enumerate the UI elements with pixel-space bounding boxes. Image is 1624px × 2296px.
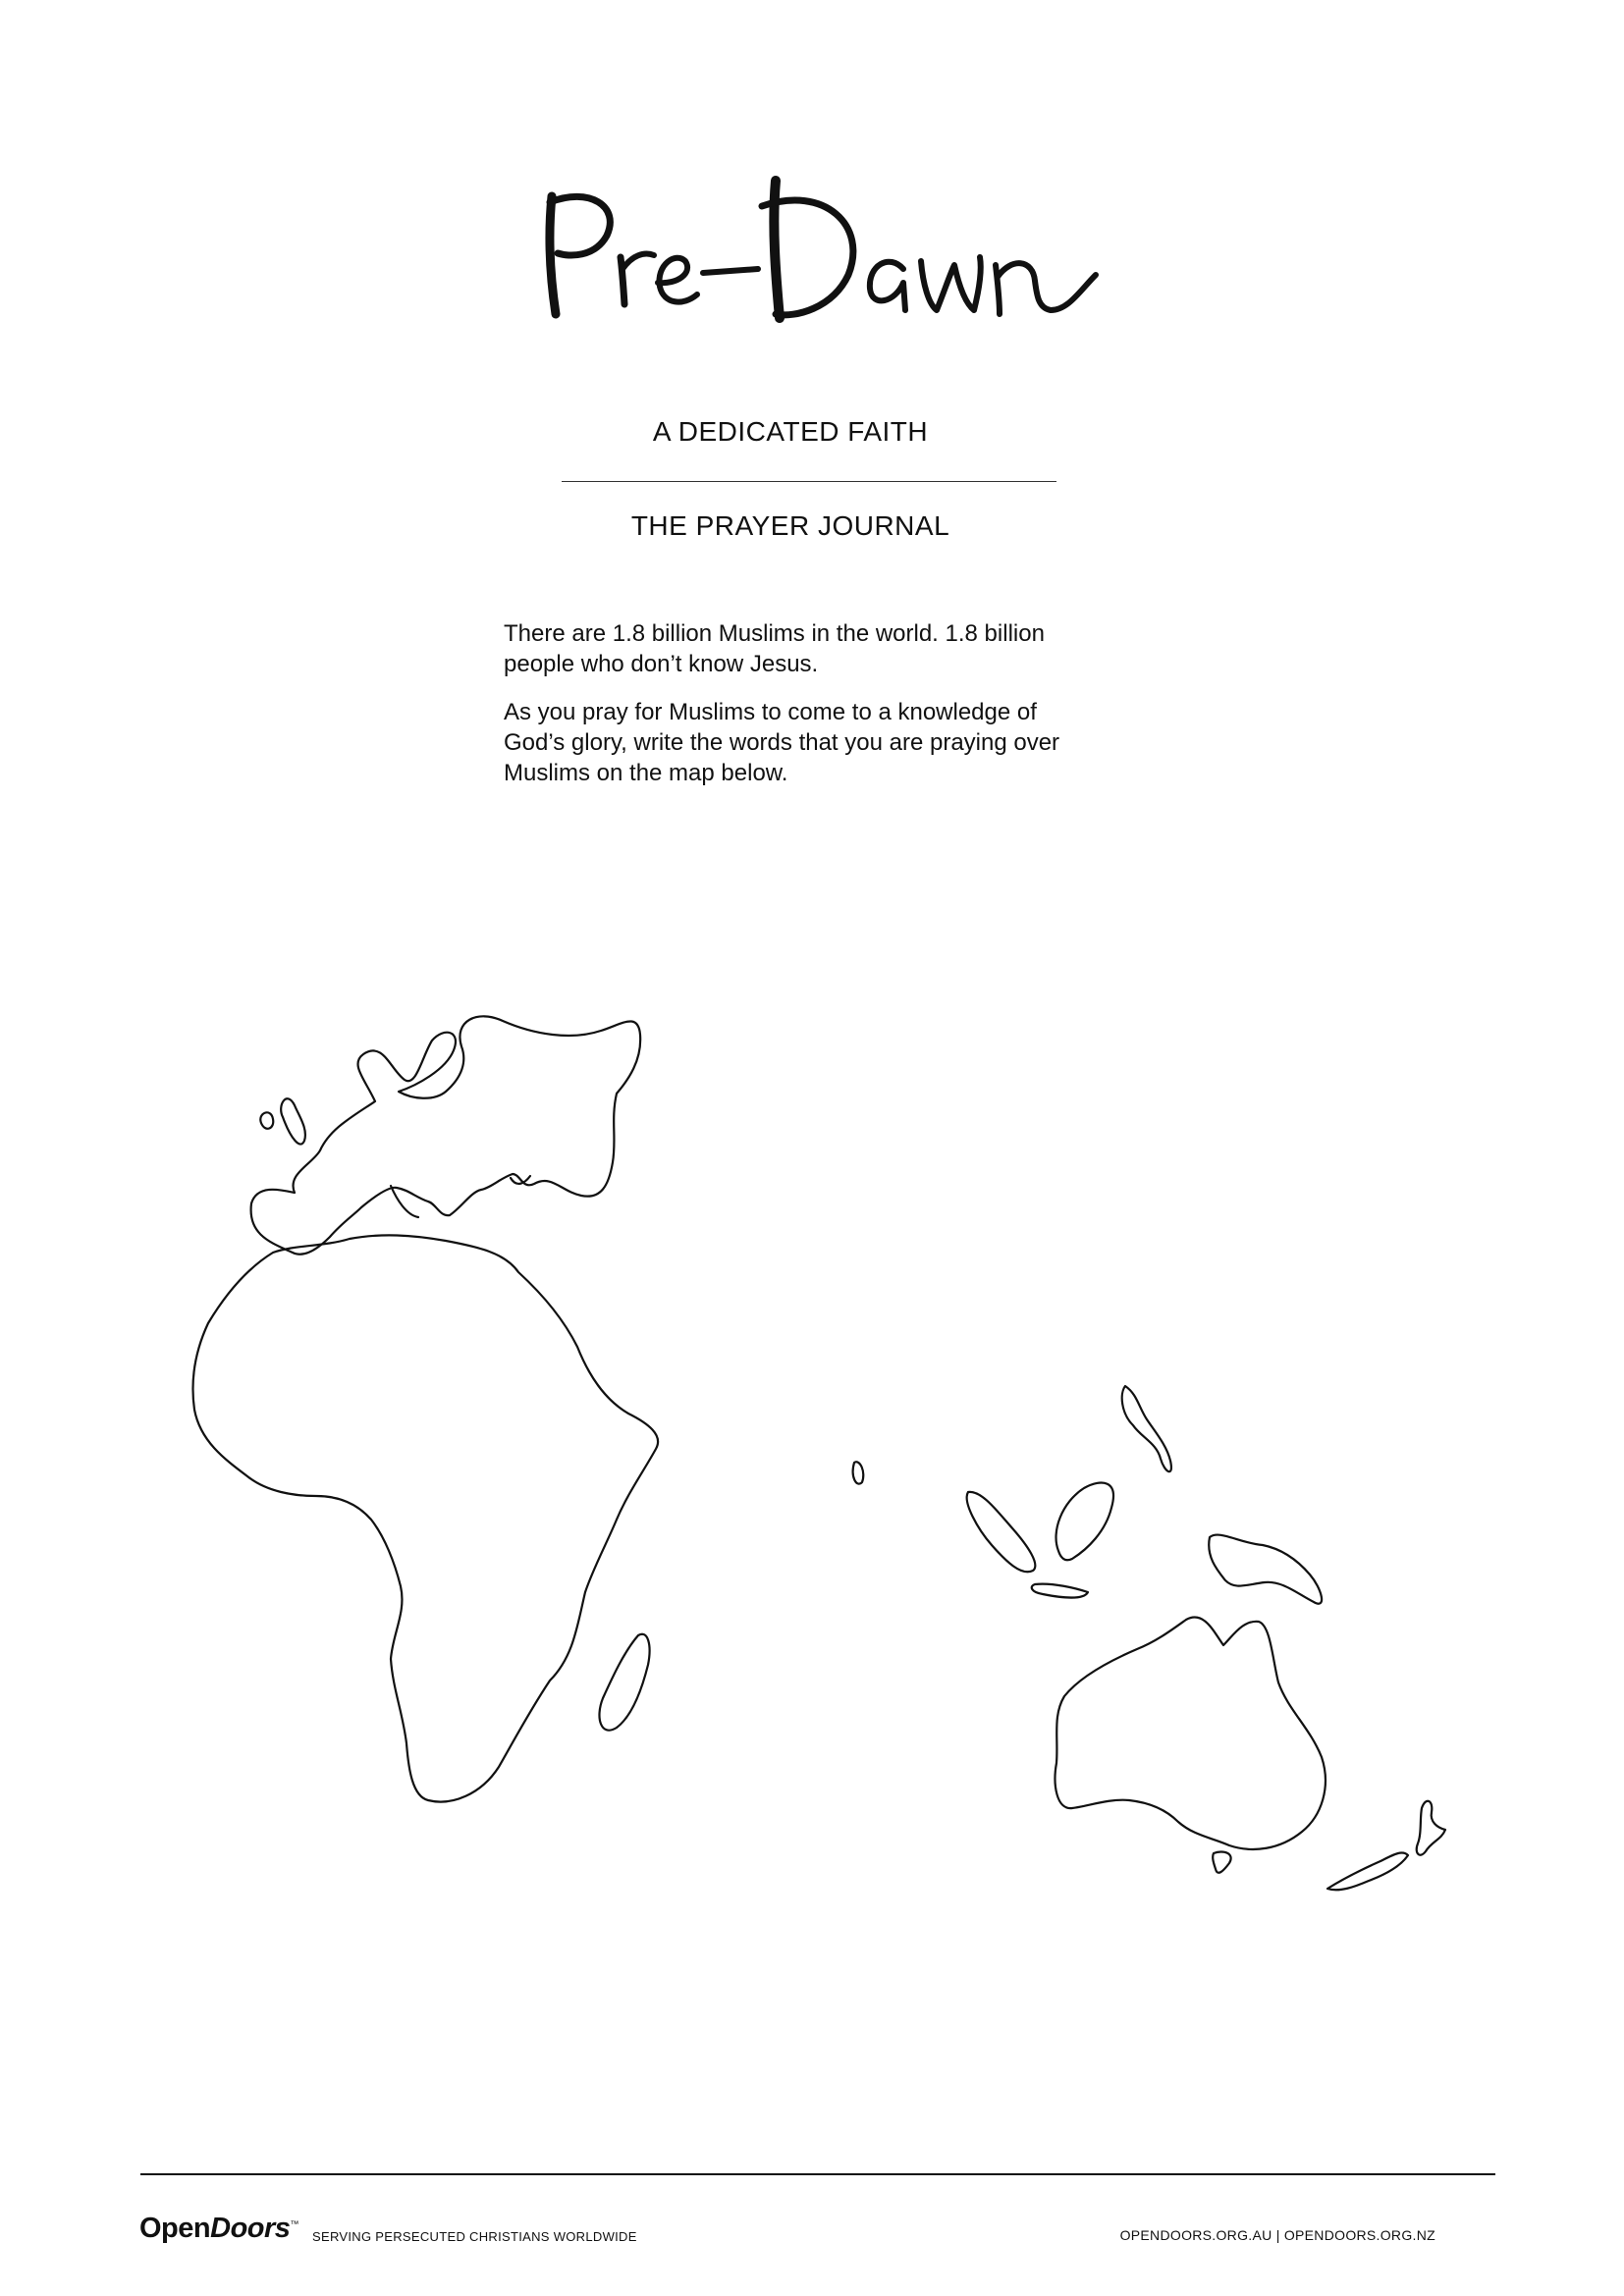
sumatra-outline	[967, 1492, 1036, 1572]
intro-paragraph-2: As you pray for Muslims to come to a knowledge of God’s glory, write the words that you are praying over Muslims on the map below.	[504, 699, 1060, 786]
madagascar-outline	[599, 1634, 649, 1731]
subtitle: A DEDICATED FAITH	[652, 416, 929, 447]
africa-outline	[193, 1235, 659, 1801]
title-divider	[562, 481, 1056, 482]
nz-south-island-outline	[1327, 1853, 1408, 1891]
borneo-outline	[1056, 1483, 1113, 1561]
europe-outline	[251, 1016, 641, 1254]
australia-outline	[1056, 1617, 1326, 1848]
logo-doors-text: Doors	[210, 2213, 291, 2244]
philippines-outline	[1122, 1386, 1171, 1471]
ireland-outline	[260, 1112, 273, 1128]
section-title: THE PRAYER JOURNAL	[630, 510, 950, 541]
footer-divider	[140, 2173, 1495, 2175]
intro-paragraph-1: There are 1.8 billion Muslims in the world. 1.8 billion people who don’t know Jesus.	[504, 620, 1045, 677]
nz-north-island-outline	[1417, 1801, 1445, 1855]
sri-lanka-outline	[853, 1462, 864, 1483]
open-doors-logo	[139, 2213, 298, 2245]
intro-text	[504, 618, 1103, 806]
footer-websites: OPENDOORS.ORG.AU | OPENDOORS.ORG.NZ	[1119, 2227, 1435, 2243]
logo-trademark: ™	[290, 2218, 298, 2229]
tasmania-outline	[1213, 1851, 1230, 1872]
footer-tagline: SERVING PERSECUTED CHRISTIANS WORLDWIDE	[312, 2229, 637, 2244]
java-outline	[1032, 1584, 1088, 1598]
logo-open-text: Open	[139, 2213, 211, 2244]
pre-dawn-title-lettering	[530, 167, 1139, 344]
new-guinea-outline	[1209, 1535, 1322, 1604]
uk-outline	[281, 1098, 305, 1144]
world-map-outline-icon	[0, 942, 1624, 1914]
